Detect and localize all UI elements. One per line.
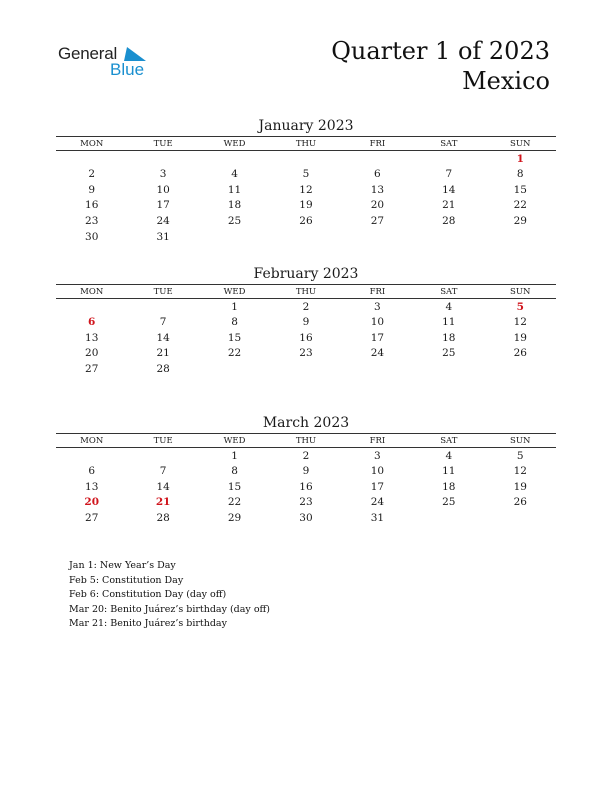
day-cell: 16 xyxy=(299,480,313,493)
day-cell: 7 xyxy=(445,168,453,181)
empty-cell xyxy=(199,229,270,245)
weekday-label: MON xyxy=(56,434,127,448)
weekday-header-row xyxy=(56,285,556,299)
day-cell: 29 xyxy=(513,215,527,228)
day-cell: 28 xyxy=(442,215,456,228)
day-cell: 5 xyxy=(516,449,524,462)
week-row xyxy=(56,495,556,511)
weekday-label: THU xyxy=(270,434,341,448)
day-cell: 24 xyxy=(370,347,385,360)
day-cell: 20 xyxy=(85,347,99,360)
day-cell: 30 xyxy=(85,230,99,243)
day-cell: 18 xyxy=(227,199,242,212)
day-cell: 6 xyxy=(88,465,96,478)
calendar-grid xyxy=(56,433,556,526)
day-cell: 9 xyxy=(302,316,310,329)
day-cell: 28 xyxy=(156,512,170,525)
day-cell: 4 xyxy=(445,300,453,313)
day-cell: 27 xyxy=(85,363,99,376)
day-cell: 22 xyxy=(513,199,527,212)
day-cell: 13 xyxy=(85,331,99,344)
holiday-day-cell: 20 xyxy=(84,496,100,509)
empty-cell xyxy=(342,151,413,167)
month-title: March 2023 xyxy=(262,415,350,431)
empty-cell xyxy=(413,361,484,377)
day-cell: 22 xyxy=(227,347,242,360)
weekday-label: SUN xyxy=(485,434,556,448)
day-cell: 13 xyxy=(85,480,99,493)
holiday-note: Jan 1: New Year’s Day xyxy=(69,560,176,571)
day-cell: 23 xyxy=(299,347,313,360)
day-cell: 21 xyxy=(442,199,456,212)
day-cell: 7 xyxy=(159,465,167,478)
day-cell: 25 xyxy=(442,347,456,360)
weekday-label: TUE xyxy=(127,285,198,299)
weekday-label: SAT xyxy=(413,137,484,151)
holiday-day-cell: 5 xyxy=(516,300,524,313)
empty-cell xyxy=(199,361,270,377)
day-cell: 10 xyxy=(156,183,170,196)
day-cell: 14 xyxy=(442,183,456,196)
week-row xyxy=(56,463,556,479)
weekday-label: TUE xyxy=(127,137,198,151)
month-january xyxy=(56,116,556,245)
weekday-header-row xyxy=(56,137,556,151)
day-cell: 15 xyxy=(513,183,527,196)
empty-cell xyxy=(485,361,556,377)
month-march xyxy=(56,413,556,526)
holiday-notes xyxy=(69,559,270,632)
weekday-label: FRI xyxy=(342,434,413,448)
empty-cell xyxy=(127,151,198,167)
day-cell: 2 xyxy=(302,300,310,313)
day-cell: 3 xyxy=(374,300,381,313)
day-cell: 17 xyxy=(156,199,170,212)
weekday-label: TUE xyxy=(127,434,198,448)
day-cell: 23 xyxy=(85,215,99,228)
week-row xyxy=(56,299,556,315)
holiday-day-cell: 1 xyxy=(516,152,524,165)
holiday-note: Feb 6: Constitution Day (day off) xyxy=(69,589,227,601)
day-cell: 11 xyxy=(442,465,456,478)
day-cell: 31 xyxy=(156,230,170,243)
day-cell: 9 xyxy=(88,183,96,196)
day-cell: 2 xyxy=(88,168,96,181)
day-cell: 18 xyxy=(442,480,456,493)
week-row xyxy=(56,346,556,362)
day-cell: 15 xyxy=(227,480,242,493)
day-cell: 10 xyxy=(370,465,385,478)
day-cell: 26 xyxy=(299,215,313,228)
empty-cell xyxy=(270,229,341,245)
empty-cell xyxy=(485,229,556,245)
day-cell: 27 xyxy=(85,512,99,525)
week-row xyxy=(56,166,556,182)
day-cell: 28 xyxy=(156,363,170,376)
weekday-label: WED xyxy=(199,137,270,151)
weekday-label: MON xyxy=(56,285,127,299)
day-cell: 11 xyxy=(442,316,456,329)
day-cell: 12 xyxy=(513,316,527,329)
day-cell: 12 xyxy=(299,183,313,196)
day-cell: 29 xyxy=(227,512,242,525)
week-row xyxy=(56,229,556,245)
day-cell: 8 xyxy=(231,316,238,329)
day-cell: 1 xyxy=(231,300,238,313)
week-row xyxy=(56,182,556,198)
title-quarter: Quarter 1 of 2023 xyxy=(331,37,550,65)
page-title xyxy=(331,36,550,96)
day-cell: 5 xyxy=(302,168,310,181)
empty-cell xyxy=(413,151,484,167)
weekday-label: SUN xyxy=(485,137,556,151)
empty-cell xyxy=(413,510,484,526)
weekday-label: WED xyxy=(199,285,270,299)
holiday-note: Mar 20: Benito Juárez’s birthday (day off) xyxy=(69,603,270,615)
weekday-header-row xyxy=(56,434,556,448)
empty-cell xyxy=(56,299,127,315)
empty-cell xyxy=(270,361,341,377)
week-row xyxy=(56,198,556,214)
empty-cell xyxy=(56,151,127,167)
holiday-note: Feb 5: Constitution Day xyxy=(69,574,184,586)
month-title: January 2023 xyxy=(258,118,354,134)
empty-cell xyxy=(413,229,484,245)
day-cell: 13 xyxy=(370,183,385,196)
month-february xyxy=(56,264,556,377)
empty-cell xyxy=(199,151,270,167)
day-cell: 27 xyxy=(370,215,385,228)
empty-cell xyxy=(342,361,413,377)
day-cell: 21 xyxy=(156,347,170,360)
day-cell: 25 xyxy=(442,496,456,509)
weekday-label: SUN xyxy=(485,285,556,299)
day-cell: 18 xyxy=(442,331,456,344)
day-cell: 15 xyxy=(227,331,242,344)
calendar-grid xyxy=(56,136,556,245)
day-cell: 26 xyxy=(513,347,527,360)
day-cell: 31 xyxy=(370,512,385,525)
empty-cell xyxy=(270,151,341,167)
day-cell: 26 xyxy=(513,496,527,509)
day-cell: 12 xyxy=(513,465,527,478)
generalblue-logo xyxy=(58,44,158,84)
day-cell: 10 xyxy=(370,316,385,329)
calendar-grid xyxy=(56,284,556,377)
holiday-note: Mar 21: Benito Juárez’s birthday xyxy=(69,618,227,630)
empty-cell xyxy=(485,510,556,526)
logo-word-general: General xyxy=(58,44,118,63)
weekday-label: FRI xyxy=(342,285,413,299)
holiday-day-cell: 6 xyxy=(88,316,96,329)
title-country: Mexico xyxy=(462,67,550,95)
holiday-day-cell: 21 xyxy=(155,496,171,509)
week-row xyxy=(56,479,556,495)
empty-cell xyxy=(56,448,127,464)
empty-cell xyxy=(342,229,413,245)
weekday-label: FRI xyxy=(342,137,413,151)
day-cell: 4 xyxy=(231,168,238,181)
day-cell: 3 xyxy=(159,168,167,181)
day-cell: 14 xyxy=(156,331,170,344)
week-row xyxy=(56,361,556,377)
month-title: February 2023 xyxy=(253,266,359,282)
day-cell: 16 xyxy=(85,199,99,212)
day-cell: 24 xyxy=(156,215,170,228)
weekday-label: THU xyxy=(270,285,341,299)
day-cell: 7 xyxy=(159,316,167,329)
day-cell: 17 xyxy=(370,480,385,493)
week-row xyxy=(56,330,556,346)
day-cell: 25 xyxy=(227,215,242,228)
week-row xyxy=(56,213,556,229)
day-cell: 16 xyxy=(299,331,313,344)
day-cell: 19 xyxy=(299,199,313,212)
week-row xyxy=(56,314,556,330)
day-cell: 3 xyxy=(374,449,381,462)
day-cell: 1 xyxy=(231,449,238,462)
day-cell: 11 xyxy=(227,183,242,196)
day-cell: 19 xyxy=(513,480,527,493)
week-row xyxy=(56,448,556,464)
day-cell: 8 xyxy=(516,168,524,181)
week-row xyxy=(56,151,556,167)
day-cell: 4 xyxy=(445,449,453,462)
day-cell: 6 xyxy=(374,168,381,181)
day-cell: 8 xyxy=(231,465,238,478)
week-row xyxy=(56,510,556,526)
day-cell: 23 xyxy=(299,496,313,509)
day-cell: 14 xyxy=(156,480,170,493)
logo-word-blue: Blue xyxy=(110,60,145,79)
weekday-label: WED xyxy=(199,434,270,448)
weekday-label: THU xyxy=(270,137,341,151)
day-cell: 24 xyxy=(370,496,385,509)
weekday-label: MON xyxy=(56,137,127,151)
empty-cell xyxy=(127,299,198,315)
day-cell: 19 xyxy=(513,331,527,344)
weekday-label: SAT xyxy=(413,434,484,448)
day-cell: 2 xyxy=(302,449,310,462)
day-cell: 22 xyxy=(227,496,242,509)
empty-cell xyxy=(127,448,198,464)
day-cell: 9 xyxy=(302,465,310,478)
day-cell: 20 xyxy=(370,199,385,212)
day-cell: 17 xyxy=(370,331,385,344)
weekday-label: SAT xyxy=(413,285,484,299)
day-cell: 30 xyxy=(299,512,313,525)
